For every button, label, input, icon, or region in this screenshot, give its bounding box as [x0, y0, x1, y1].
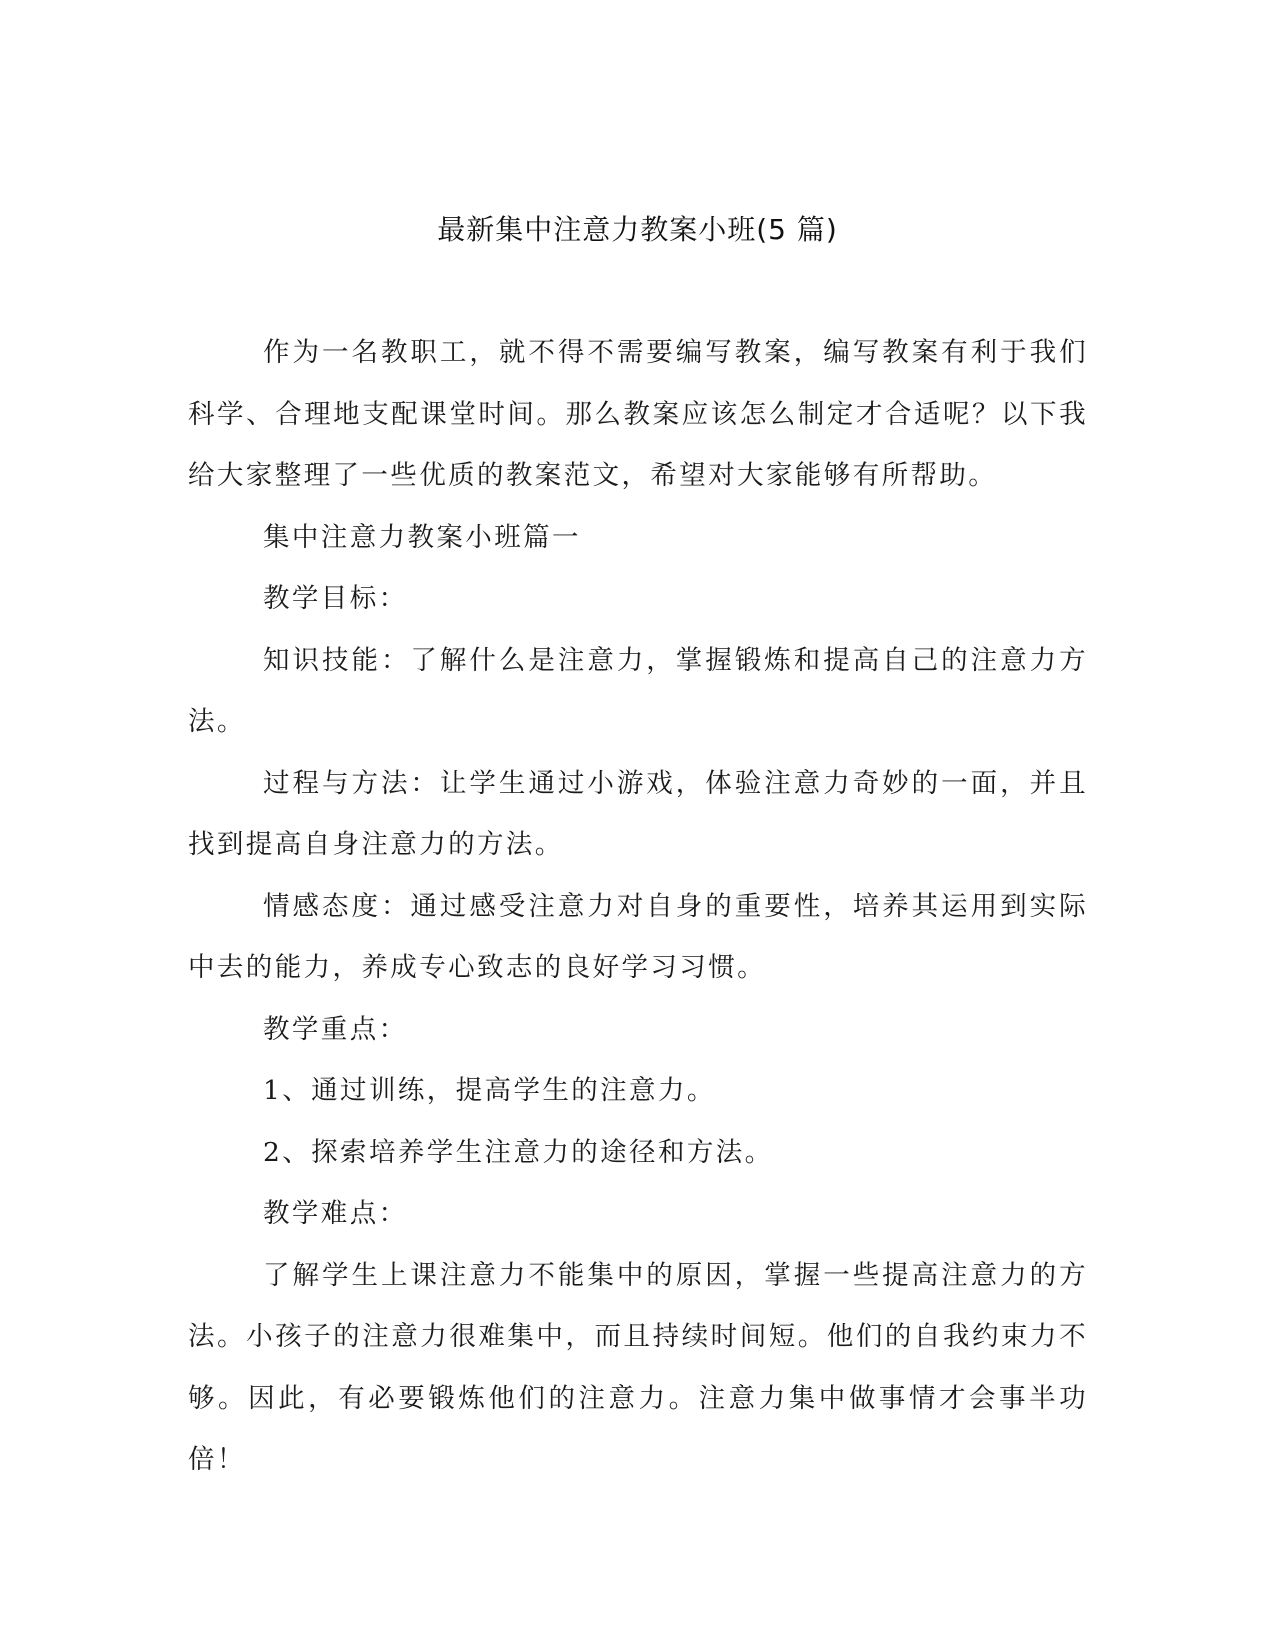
focus-item-2: 2、探索培养学生注意力的途径和方法。 [263, 1136, 774, 1168]
document-title: 最新集中注意力教案小班(5 篇) [437, 213, 838, 246]
section-heading: 集中注意力教案小班篇一 [263, 521, 581, 553]
focus-item-1: 1、通过训练，提高学生的注意力。 [263, 1075, 716, 1106]
teaching-difficulty-label: 教学难点： [263, 1198, 408, 1229]
process-method-paragraph: 过程与方法：让学生通过小游戏，体验注意力奇妙的一面，并且找到提高自身注意力的方法。 [188, 767, 1088, 860]
difficulty-paragraph: 了解学生上课注意力不能集中的原因，掌握一些提高注意力的方法。小孩子的注意力很难集中，而且持续时间短。他们的自我约束力不够。因此，有必要锻炼他们的注意力。注意力集中做事情才会事半功倍！ [188, 1259, 1088, 1475]
document-body [188, 322, 1088, 1491]
knowledge-skills-paragraph: 知识技能：了解什么是注意力，掌握锻炼和提高自己的注意力方法。 [188, 644, 1088, 737]
teaching-goals-label: 教学目标： [263, 583, 408, 614]
teaching-focus-label: 教学重点： [263, 1013, 408, 1045]
emotion-attitude-paragraph: 情感态度：通过感受注意力对自身的重要性，培养其运用到实际中去的能力，养成专心致志的良好学习习惯。 [188, 890, 1088, 983]
intro-paragraph: 作为一名教职工，就不得不需要编写教案，编写教案有利于我们科学、合理地支配课堂时间。那么教案应该怎么制定才合适呢？以下我给大家整理了一些优质的教案范文，希望对大家能够有所帮助。 [188, 337, 1088, 491]
